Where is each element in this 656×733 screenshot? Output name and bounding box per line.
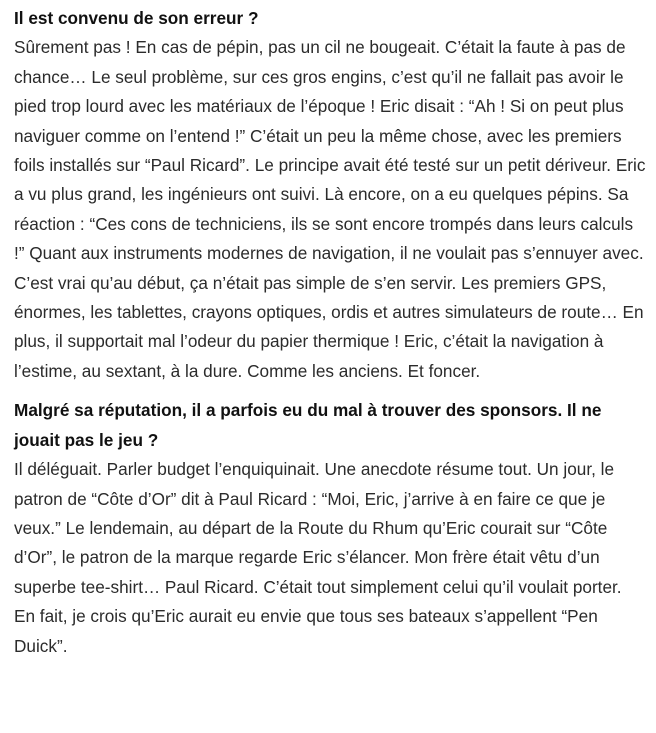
qa-block-2 (14, 396, 646, 661)
qa-block-1 (14, 4, 646, 386)
interview-article (14, 4, 646, 671)
interview-answer: Il déléguait. Parler budget l’enquiquinait. Une anecdote résume tout. Un jour, le patron de “Côte d’Or” dit à Paul Ricard : “Moi, Eric, j’arrive à en faire ce que je veux.” Le lendemain, au départ de la Route du Rhum qu’Eric courait sur “Côte d’Or”, le patron de la marque regarde Eric s’élancer. Mon frère était vêtu d’un superbe tee-shirt… Paul Ricard. C’était tout simplement celui qu’il voulait porter. En fait, je crois qu’Eric aurait eu envie que tous ses bateaux s’appellent “Pen Duick”. (14, 459, 622, 656)
interview-question: Il est convenu de son erreur ? (14, 8, 259, 28)
interview-question: Malgré sa réputation, il a parfois eu du mal à trouver des sponsors. Il ne jouait pas le jeu ? (14, 400, 602, 450)
interview-answer: Sûrement pas ! En cas de pépin, pas un cil ne bougeait. C’était la faute à pas de chance… Le seul problème, sur ces gros engins, c’est qu’il ne fallait pas avoir le pied trop lourd avec les matériaux de l’époque ! Eric disait : “Ah ! Si on peut plus naviguer comme on l’entend !” C’était un peu la même chose, avec les premiers foils installés sur “Paul Ricard”. Le principe avait été testé sur un petit dériveur. Eric a vu plus grand, les ingénieurs ont suivi. Là encore, on a eu quelques pépins. Sa réaction : “Ces cons de techniciens, ils se sont encore trompés dans leurs calculs !” Quant aux instruments modernes de navigation, il ne voulait pas s’ennuyer avec. C’est vrai qu’au début, ça n’était pas simple de s’en servir. Les premiers GPS, énormes, les tablettes, crayons optiques, ordis et autres simulateurs de route… En plus, il supportait mal l’odeur du papier thermique ! Eric, c’était la navigation à l’estime, au sextant, à la dure. Comme les anciens. Et foncer. (14, 37, 646, 381)
